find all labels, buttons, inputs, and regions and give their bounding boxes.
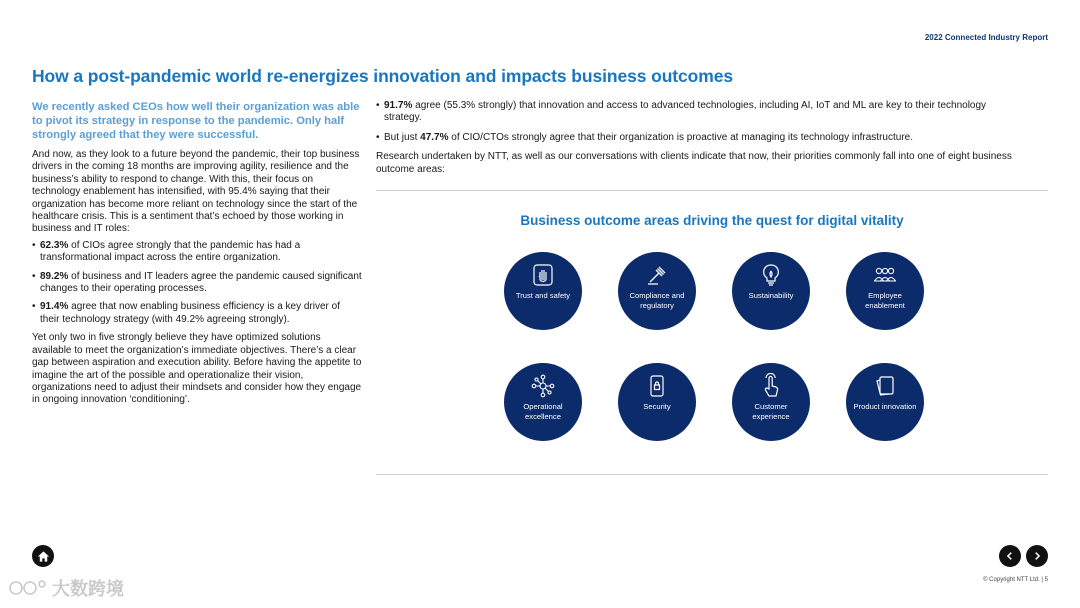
people-icon (872, 262, 898, 288)
list-item (376, 100, 1016, 125)
lock-phone-icon (644, 373, 670, 399)
network-icon (530, 373, 556, 399)
divider (376, 474, 1048, 475)
outcome-trust-and-safety (504, 252, 582, 330)
watermark-logo-icon (8, 578, 48, 598)
outcome-label: Compliance and regulatory (629, 291, 685, 310)
outcome-grid (504, 252, 924, 442)
chevron-right-icon (1032, 551, 1042, 561)
stat-text: of business and IT leaders agree the pandemic caused significant changes to their operating processes. (40, 270, 362, 295)
stat-value: 89.2% (40, 270, 69, 282)
outcome-label: Operational excellence (523, 402, 563, 421)
outcome-label: Employee enablement (865, 291, 905, 310)
outcome-employee-enablement (846, 252, 924, 330)
outcome-product-innovation (846, 363, 924, 441)
lead-paragraph: We recently asked CEOs how well their organization was able to pivot its strategy in response to the pandemic. Only half strongly agreed that they were successful. (32, 101, 360, 141)
stat-text: of CIO/CTOs strongly agree that their organization is proactive at managing its technology infrastructure. (448, 131, 913, 143)
stat-value: 91.4% (40, 301, 69, 313)
previous-page-button[interactable] (999, 545, 1021, 567)
home-icon (37, 550, 50, 563)
list-item (32, 271, 362, 296)
left-column (32, 100, 362, 411)
outcome-security (618, 363, 696, 441)
list-item (376, 132, 1016, 144)
cards-icon (872, 373, 898, 399)
stat-list (376, 100, 1016, 144)
hand-icon (530, 262, 556, 288)
intro-paragraph: And now, as they look to a future beyond the pandemic, their top business drivers in the coming 18 months are improving agility, resilience and the business’s ability to respond to change. With this, their focus on technology enablement has intensified, with 95.4% saying that their organization has become more reliant on technology since the start of the healthcare crisis. This is a sentiment that’s echoed by those working in business and IT roles: (32, 149, 360, 235)
stat-text: agree (55.3% strongly) that innovation and access to advanced technologies, including AI, IoT and ML are key to their technology strategy. (384, 100, 987, 124)
outcome-label: Sustainability (748, 291, 794, 300)
right-column (376, 100, 1016, 180)
outcome-label: Security (643, 402, 671, 411)
watermark-text: 大数跨境 (52, 579, 124, 599)
page-title: How a post-pandemic world re-energizes innovation and impacts business outcomes (32, 66, 733, 86)
outcome-compliance-and-regulatory (618, 252, 696, 330)
stat-value: 47.7% (420, 131, 449, 143)
outcome-operational-excellence (504, 363, 582, 441)
outcome-customer-experience (732, 363, 810, 441)
outcome-label: Product innovation (853, 402, 917, 411)
watermark (8, 575, 124, 601)
stat-value: 62.3% (40, 239, 69, 251)
report-label: 2022 Connected Industry Report (924, 33, 1048, 42)
research-paragraph: Research undertaken by NTT, as well as our conversations with clients indicate that now, their priorities commonly fall into one of eight business outcome areas: (376, 151, 1012, 175)
stat-value: 91.7% (384, 100, 413, 111)
stat-prefix: But just (384, 131, 421, 143)
copyright-text: © Copyright NTT Ltd. | 5 (983, 577, 1048, 583)
closing-paragraph: Yet only two in five strongly believe they have optimized solutions available to meet the organization’s immediate objectives. There’s a clear gap between aspiration and execution ability. Before having the appetite to imagine the art of the possible and operationalize their vision, organizations need to adjust their mindsets and consider how they engage in ongoing innovation ‘conditioning’. (32, 332, 362, 406)
stat-text: agree that now enabling business efficiency is a key driver of their technology strategy (with 49.2% agreeing strongly). (40, 301, 340, 325)
stat-list (32, 240, 362, 326)
lightbulb-icon (758, 262, 784, 288)
divider (376, 190, 1048, 191)
next-page-button[interactable] (1026, 545, 1048, 567)
list-item (32, 240, 362, 265)
home-button[interactable] (32, 545, 54, 567)
outcomes-title: Business outcome areas driving the quest for digital vitality (520, 213, 904, 228)
stat-text: of CIOs agree strongly that the pandemic has had a transformational impact across the entire organization. (40, 239, 301, 264)
outcome-label: Customer experience (752, 402, 790, 421)
outcome-label: Trust and safety (515, 291, 571, 300)
gavel-icon (644, 262, 670, 288)
list-item (32, 301, 362, 326)
touch-icon (758, 373, 784, 399)
outcome-sustainability (732, 252, 810, 330)
chevron-left-icon (1005, 551, 1015, 561)
